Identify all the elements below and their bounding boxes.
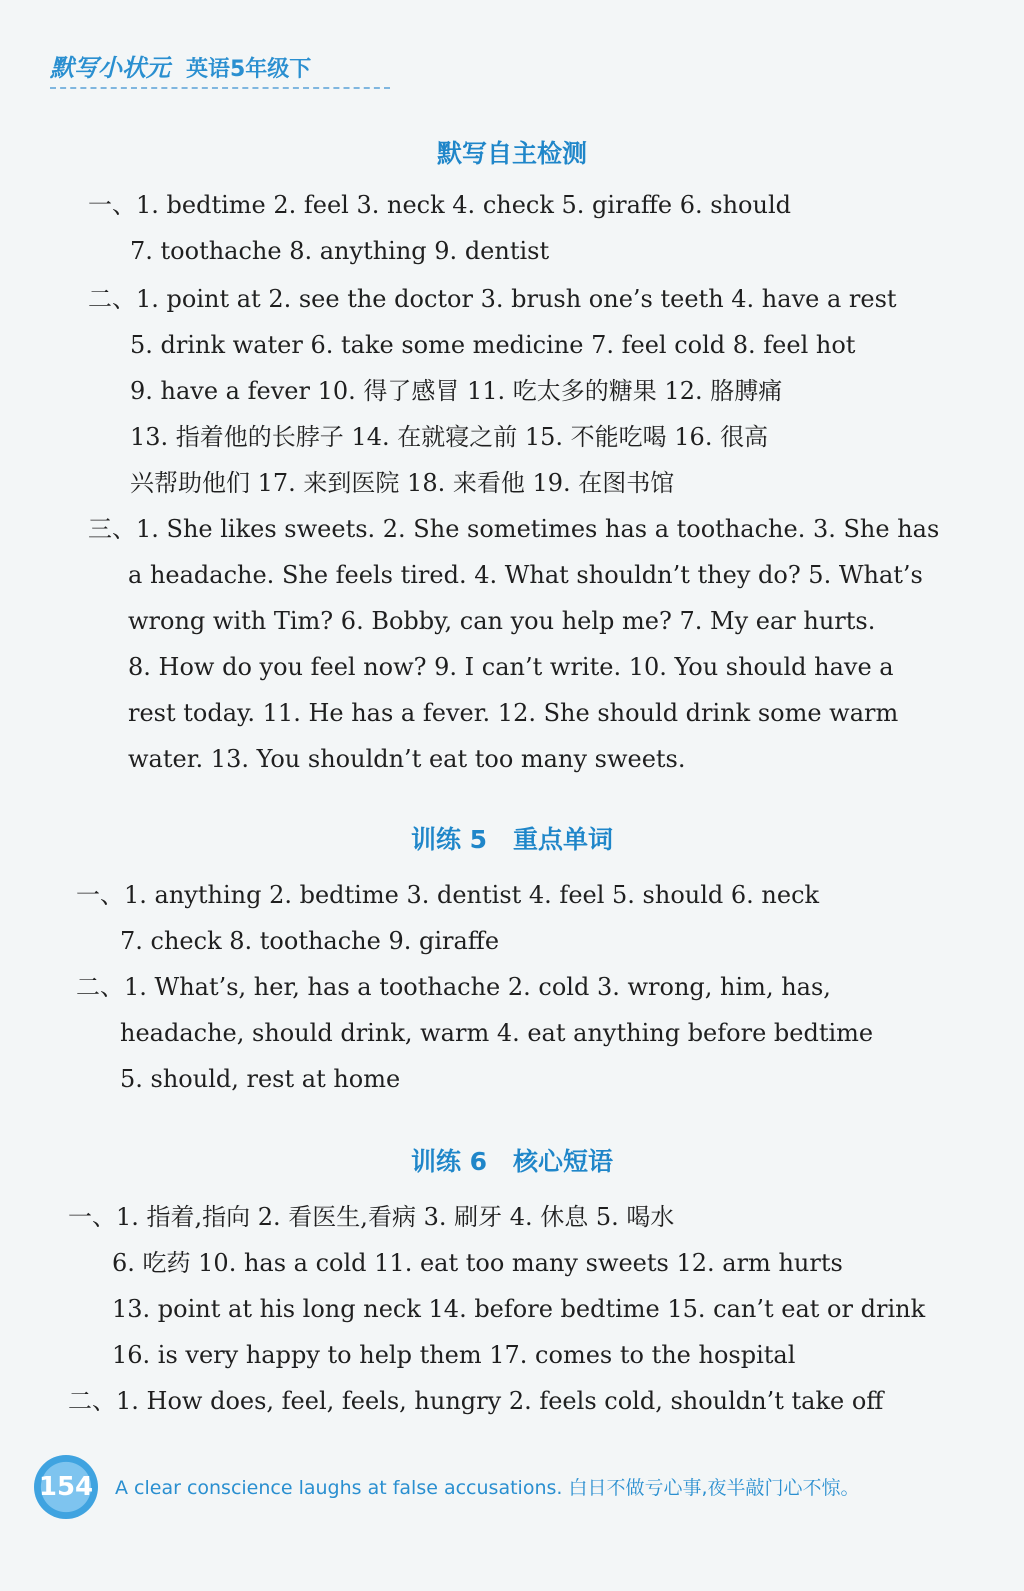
answer-line: water. 13. You shouldn’t eat too many sweets. [128,745,686,773]
answer-line: 13. point at his long neck 14. before bedtime 15. can’t eat or drink [112,1295,926,1323]
section-title-main: 训练 6 [410,1147,488,1176]
answer-line: headache, should drink, warm 4. eat anything before bedtime [120,1019,874,1047]
book-subtitle: 英语5年级下 [186,57,312,82]
answer-line: 兴帮助他们 17. 来到医院 18. 来看他 19. 在图书馆 [130,469,675,497]
answer-line: 13. 指着他的长脖子 14. 在就寝之前 15. 不能吃喝 16. 很高 [130,423,769,451]
header [50,48,390,89]
section-title-training-5 [0,820,1024,856]
answer-line: 一、1. 指着,指向 2. 看医生,看病 3. 刷牙 4. 休息 5. 喝水 [68,1203,675,1231]
answer-line: wrong with Tim? 6. Bobby, can you help me? 7. My ear hurts. [128,607,876,635]
answer-line: a headache. She feels tired. 4. What shouldn’t they do? 5. What’s [128,561,923,589]
section-title-main: 默写自主检测 [436,139,587,168]
section-title-main: 训练 5 [410,825,488,854]
brand-title: 默写小状元 [50,54,170,82]
answer-line: 16. is very happy to help them 17. comes to the hospital [112,1341,796,1369]
section-title-sub: 核心短语 [513,1147,614,1176]
footer [0,1455,1024,1525]
answer-line: 二、1. point at 2. see the doctor 3. brush one’s teeth 4. have a rest [88,285,897,313]
answer-line: 7. toothache 8. anything 9. dentist [130,237,550,265]
answer-line: rest today. 11. He has a fever. 12. She should drink some warm [128,699,899,727]
section-title-sub: 重点单词 [513,825,614,854]
answer-line: 5. should, rest at home [120,1065,401,1093]
answer-line: 9. have a fever 10. 得了感冒 11. 吃太多的糖果 12. 胳膊痛 [130,377,783,405]
section-title-training-6 [0,1142,1024,1178]
answer-line: 一、1. bedtime 2. feel 3. neck 4. check 5. giraffe 6. should [88,191,792,219]
answer-line: 8. How do you feel now? 9. I can’t write. 10. You should have a [128,653,894,681]
section-title-dictation-check [0,134,1024,170]
answer-line: 7. check 8. toothache 9. giraffe [120,927,500,955]
footer-motto: A clear conscience laughs at false accusations. 白日不做亏心事,夜半敲门心不惊。 [115,1477,860,1499]
answer-line: 三、1. She likes sweets. 2. She sometimes has a toothache. 3. She has [88,515,940,543]
answer-line: 5. drink water 6. take some medicine 7. feel cold 8. feel hot [130,331,856,359]
page-number: 154 [38,1472,94,1502]
page-number-badge [34,1455,98,1519]
answer-line: 6. 吃药 10. has a cold 11. eat too many sweets 12. arm hurts [112,1249,843,1277]
answer-line: 二、1. How does, feel, feels, hungry 2. feels cold, shouldn’t take off [68,1387,884,1415]
answer-line: 一、1. anything 2. bedtime 3. dentist 4. feel 5. should 6. neck [76,881,820,909]
answer-line: 二、1. What’s, her, has a toothache 2. cold 3. wrong, him, has, [76,973,831,1001]
